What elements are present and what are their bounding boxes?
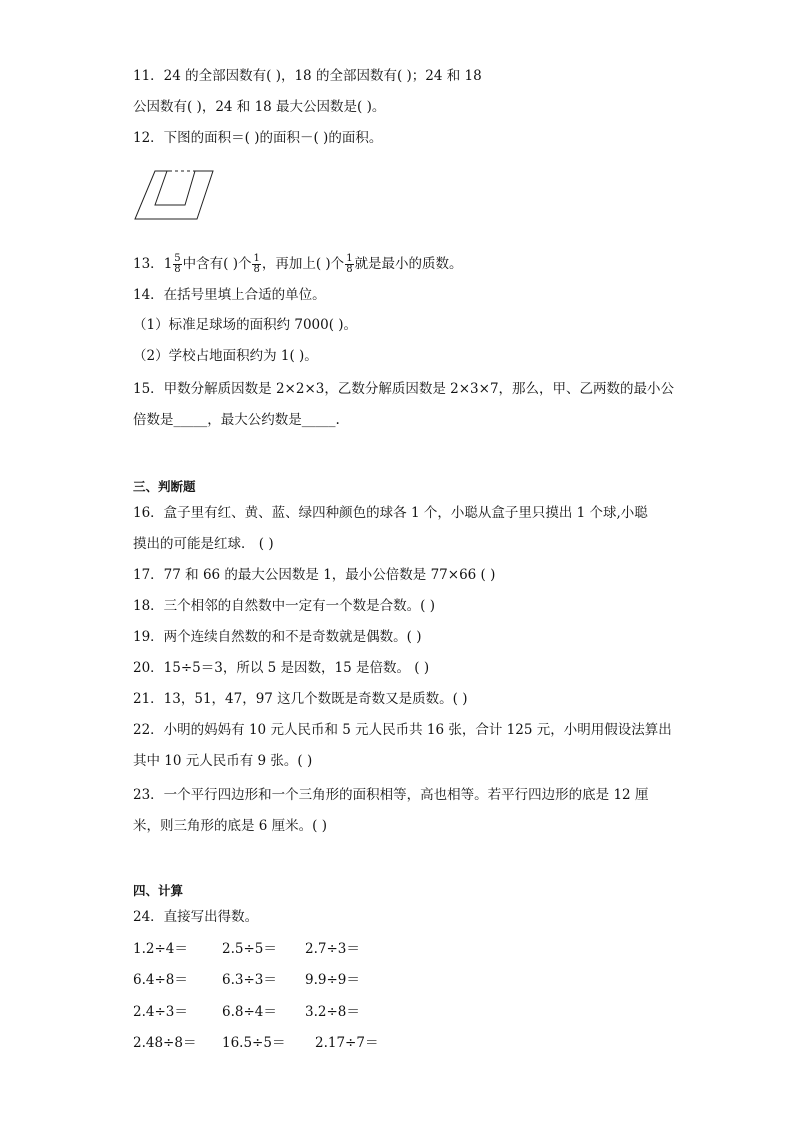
q13-mixed-whole: 1 (163, 256, 173, 272)
q13-fraction-1: $\frac{1}{8}$ (253, 253, 260, 275)
judge-line: 16．盒子里有红、黄、蓝、绿四种颜色的球各 1 个，小聪从盒子里只摸出 1 个球,小聪 (133, 505, 648, 521)
parallelogram-outline (135, 171, 213, 219)
inner-cutout-outline (155, 171, 195, 205)
judge-line: 21．13，51，47，97 这几个数既是奇数又是质数。( ) (133, 691, 468, 707)
calc-item: 3.2÷8＝ (305, 1004, 360, 1020)
q14-item-1: （1）标准足球场的面积约 7000( )。 (133, 317, 358, 333)
judge-line: 19．两个连续自然数的和不是奇数就是偶数。( ) (133, 629, 422, 645)
calc-item: 6.8÷4＝ (222, 1004, 277, 1020)
calc-item: 16.5÷5＝ (222, 1035, 286, 1051)
judge-line: 18．三个相邻的自然数中一定有一个数是合数。( ) (133, 598, 436, 614)
q13-text-2: ，再加上( )个 (261, 256, 345, 272)
judge-line: 17．77 和 66 的最大公因数是 1，最小公倍数是 77×66 ( ) (133, 567, 496, 583)
q13-fraction-2: $\frac{1}{8}$ (346, 253, 353, 275)
q12-text: 12．下图的面积＝( )的面积－( )的面积。 (133, 130, 383, 146)
calc-item: 6.4÷8＝ (133, 972, 188, 988)
calc-item: 2.17÷7＝ (315, 1035, 379, 1051)
section-title-judgement: 三、判断题 (133, 479, 196, 494)
judge-line: 米，则三角形的底是 6 厘米。( ) (133, 818, 327, 834)
judge-line: 23．一个平行四边形和一个三角形的面积相等，高也相等。若平行四边形的底是 12 厘 (133, 787, 649, 803)
judge-line: 摸出的可能是红球． ( ) (133, 536, 274, 552)
question-13 (133, 249, 463, 279)
section-title-calculation: 四、计算 (133, 883, 184, 898)
q13-number: 13． (133, 256, 164, 272)
calc-item: 6.3÷3＝ (222, 972, 277, 988)
q13-text-3: 就是最小的质数。 (354, 256, 463, 272)
q11-line-1: 11．24 的全部因数有( )，18 的全部因数有( )；24 和 18 (133, 68, 482, 84)
calc-item: 2.5÷5＝ (222, 941, 277, 957)
q13-mixed-fraction: $\frac{5}{8}$ (174, 253, 181, 275)
judge-line: 22．小明的妈妈有 10 元人民币和 5 元人民币共 16 张，合计 125 元，小明用假设法算出 (133, 722, 672, 738)
q11-line-2: 公因数有( )，24 和 18 最大公因数是( )。 (133, 99, 386, 115)
q24-title: 24．直接写出得数。 (133, 909, 259, 925)
composite-figure (133, 167, 217, 223)
calc-item: 2.4÷3＝ (133, 1004, 188, 1020)
q15-line-2: 倍数是_____，最大公约数是_____. (133, 412, 340, 428)
calc-item: 2.48÷8＝ (133, 1035, 197, 1051)
q13-text-1: 中含有( )个 (182, 256, 252, 272)
q14-title: 14．在括号里填上合适的单位。 (133, 287, 326, 303)
judge-line: 其中 10 元人民币有 9 张。( ) (133, 753, 313, 769)
calc-item: 9.9÷9＝ (305, 972, 360, 988)
q14-item-2: （2）学校占地面积约为 1( )。 (133, 348, 318, 364)
q15-line-1: 15．甲数分解质因数是 2×2×3，乙数分解质因数是 2×3×7，那么，甲、乙两数的最小公 (133, 381, 675, 397)
calc-item: 1.2÷4＝ (133, 941, 188, 957)
judge-line: 20．15÷5＝3，所以 5 是因数，15 是倍数。 ( ) (133, 660, 430, 676)
calc-item: 2.7÷3＝ (305, 941, 360, 957)
